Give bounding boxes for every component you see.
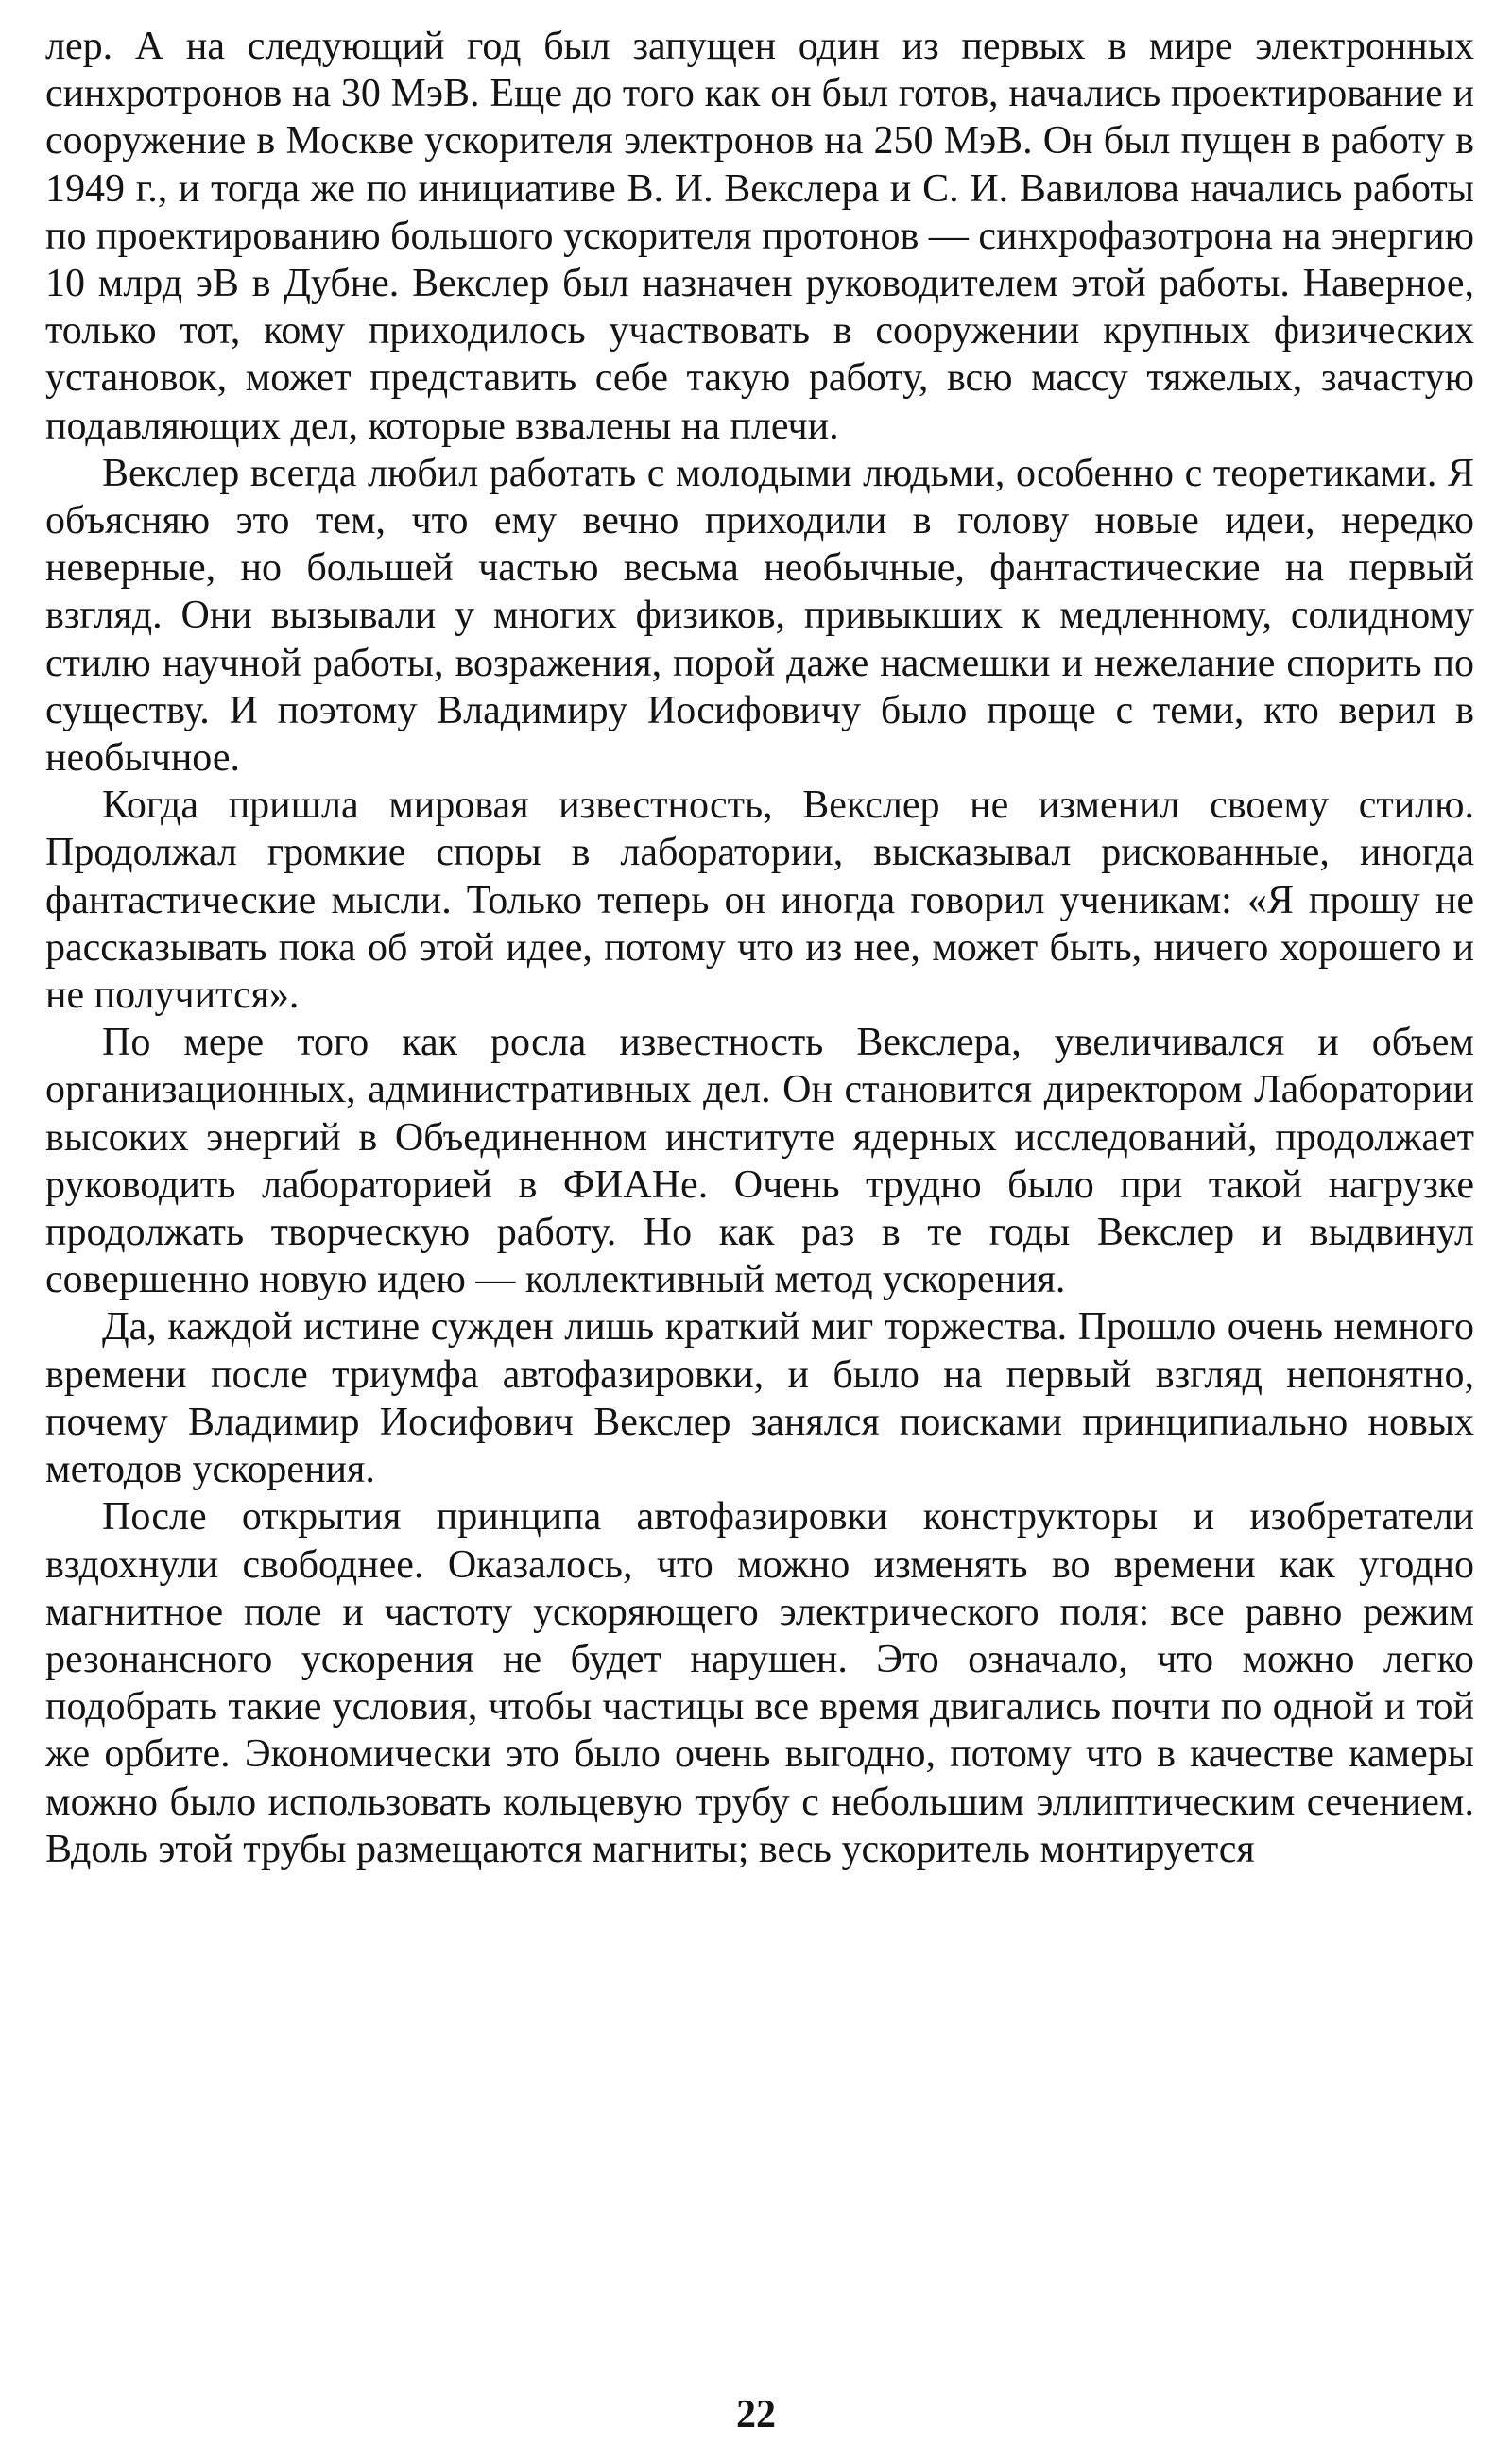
paragraph-1: лер. А на следующий год был запущен один из первых в мире электронных синхротронов на 30 МэВ. Еще до того как он был готов, начались проектирование и сооружение в Москве ускорителя электронов на 250 МэВ. Он был пущен в работу в 1949 г., и тогда же по инициативе В. И. Векслера и С. И. Вавилова начались работы по проектированию большого ускорителя протонов — синхрофазотрона на энергию 10 млрд эВ в Дубне. Векслер был назначен руководителем этой работы. Наверное, только тот, кому приходилось участвовать в сооружении крупных физических установок, может представить себе такую работу, всю массу тяжелых, зачастую подавляющих дел, которые взвалены на плечи. xyxy=(45,25,1474,448)
paragraph-5: Да, каждой истине сужден лишь краткий миг торжества. Прошло очень немного времени после триумфа автофазировки, и было на первый взгляд непонятно, почему Владимир Иосифович Векслер занялся поисками принципиально новых методов ускорения. xyxy=(45,1305,1474,1492)
paragraph-2: Векслер всегда любил работать с молодыми людьми, особенно с теоретиками. Я объясняю это тем, что ему вечно приходили в голову новые идеи, нередко неверные, но большей частью весьма необычные, фантастические на первый взгляд. Они вызывали у многих физиков, привыкших к медленному, солидному стилю научной работы, возражения, порой даже насмешки и нежелание спорить по существу. И поэтому Владимиру Иосифовичу было проще с теми, кто верил в необычное. xyxy=(45,451,1474,781)
paragraph-3: Когда пришла мировая известность, Векслер не изменил своему стилю. Продолжал громкие споры в лаборатории, высказывал рискованные, иногда фантастические мысли. Только теперь он иногда говорил ученикам: «Я прошу не рассказывать пока об этой идее, потому что из нее, может быть, ничего хорошего и не получится». xyxy=(45,783,1474,1018)
paragraph-4: По мере того как росла известность Векслера, увеличивался и объем организационных, административных дел. Он становится директором Лаборатории высоких энергий в Объединенном институте ядерных исследований, продолжает руководить лабораторией в ФИАНе. Очень трудно было при такой нагрузке продолжать творческую работу. Но как раз в те годы Векслер и выдвинул совершенно новую идею — коллективный метод ускорения. xyxy=(45,1021,1474,1302)
body-text xyxy=(45,23,1474,1873)
paragraph-6: После открытия принципа автофазировки конструкторы и изобретатели вздохнули свободнее. Оказалось, что можно изменять во времени как угодно магнитное поле и частоту ускоряющего электрического поля: все равно режим резонансного ускорения не будет нарушен. Это означало, что можно легко подобрать такие условия, чтобы частицы все время двигались почти по одной и той же орбите. Экономически это было очень выгодно, потому что в качестве камеры можно было использовать кольцевую трубу с небольшим эллиптическим сечением. Вдоль этой трубы размещаются магниты; весь ускоритель монтируется xyxy=(45,1495,1474,1871)
page-number: 22 xyxy=(736,2393,776,2436)
